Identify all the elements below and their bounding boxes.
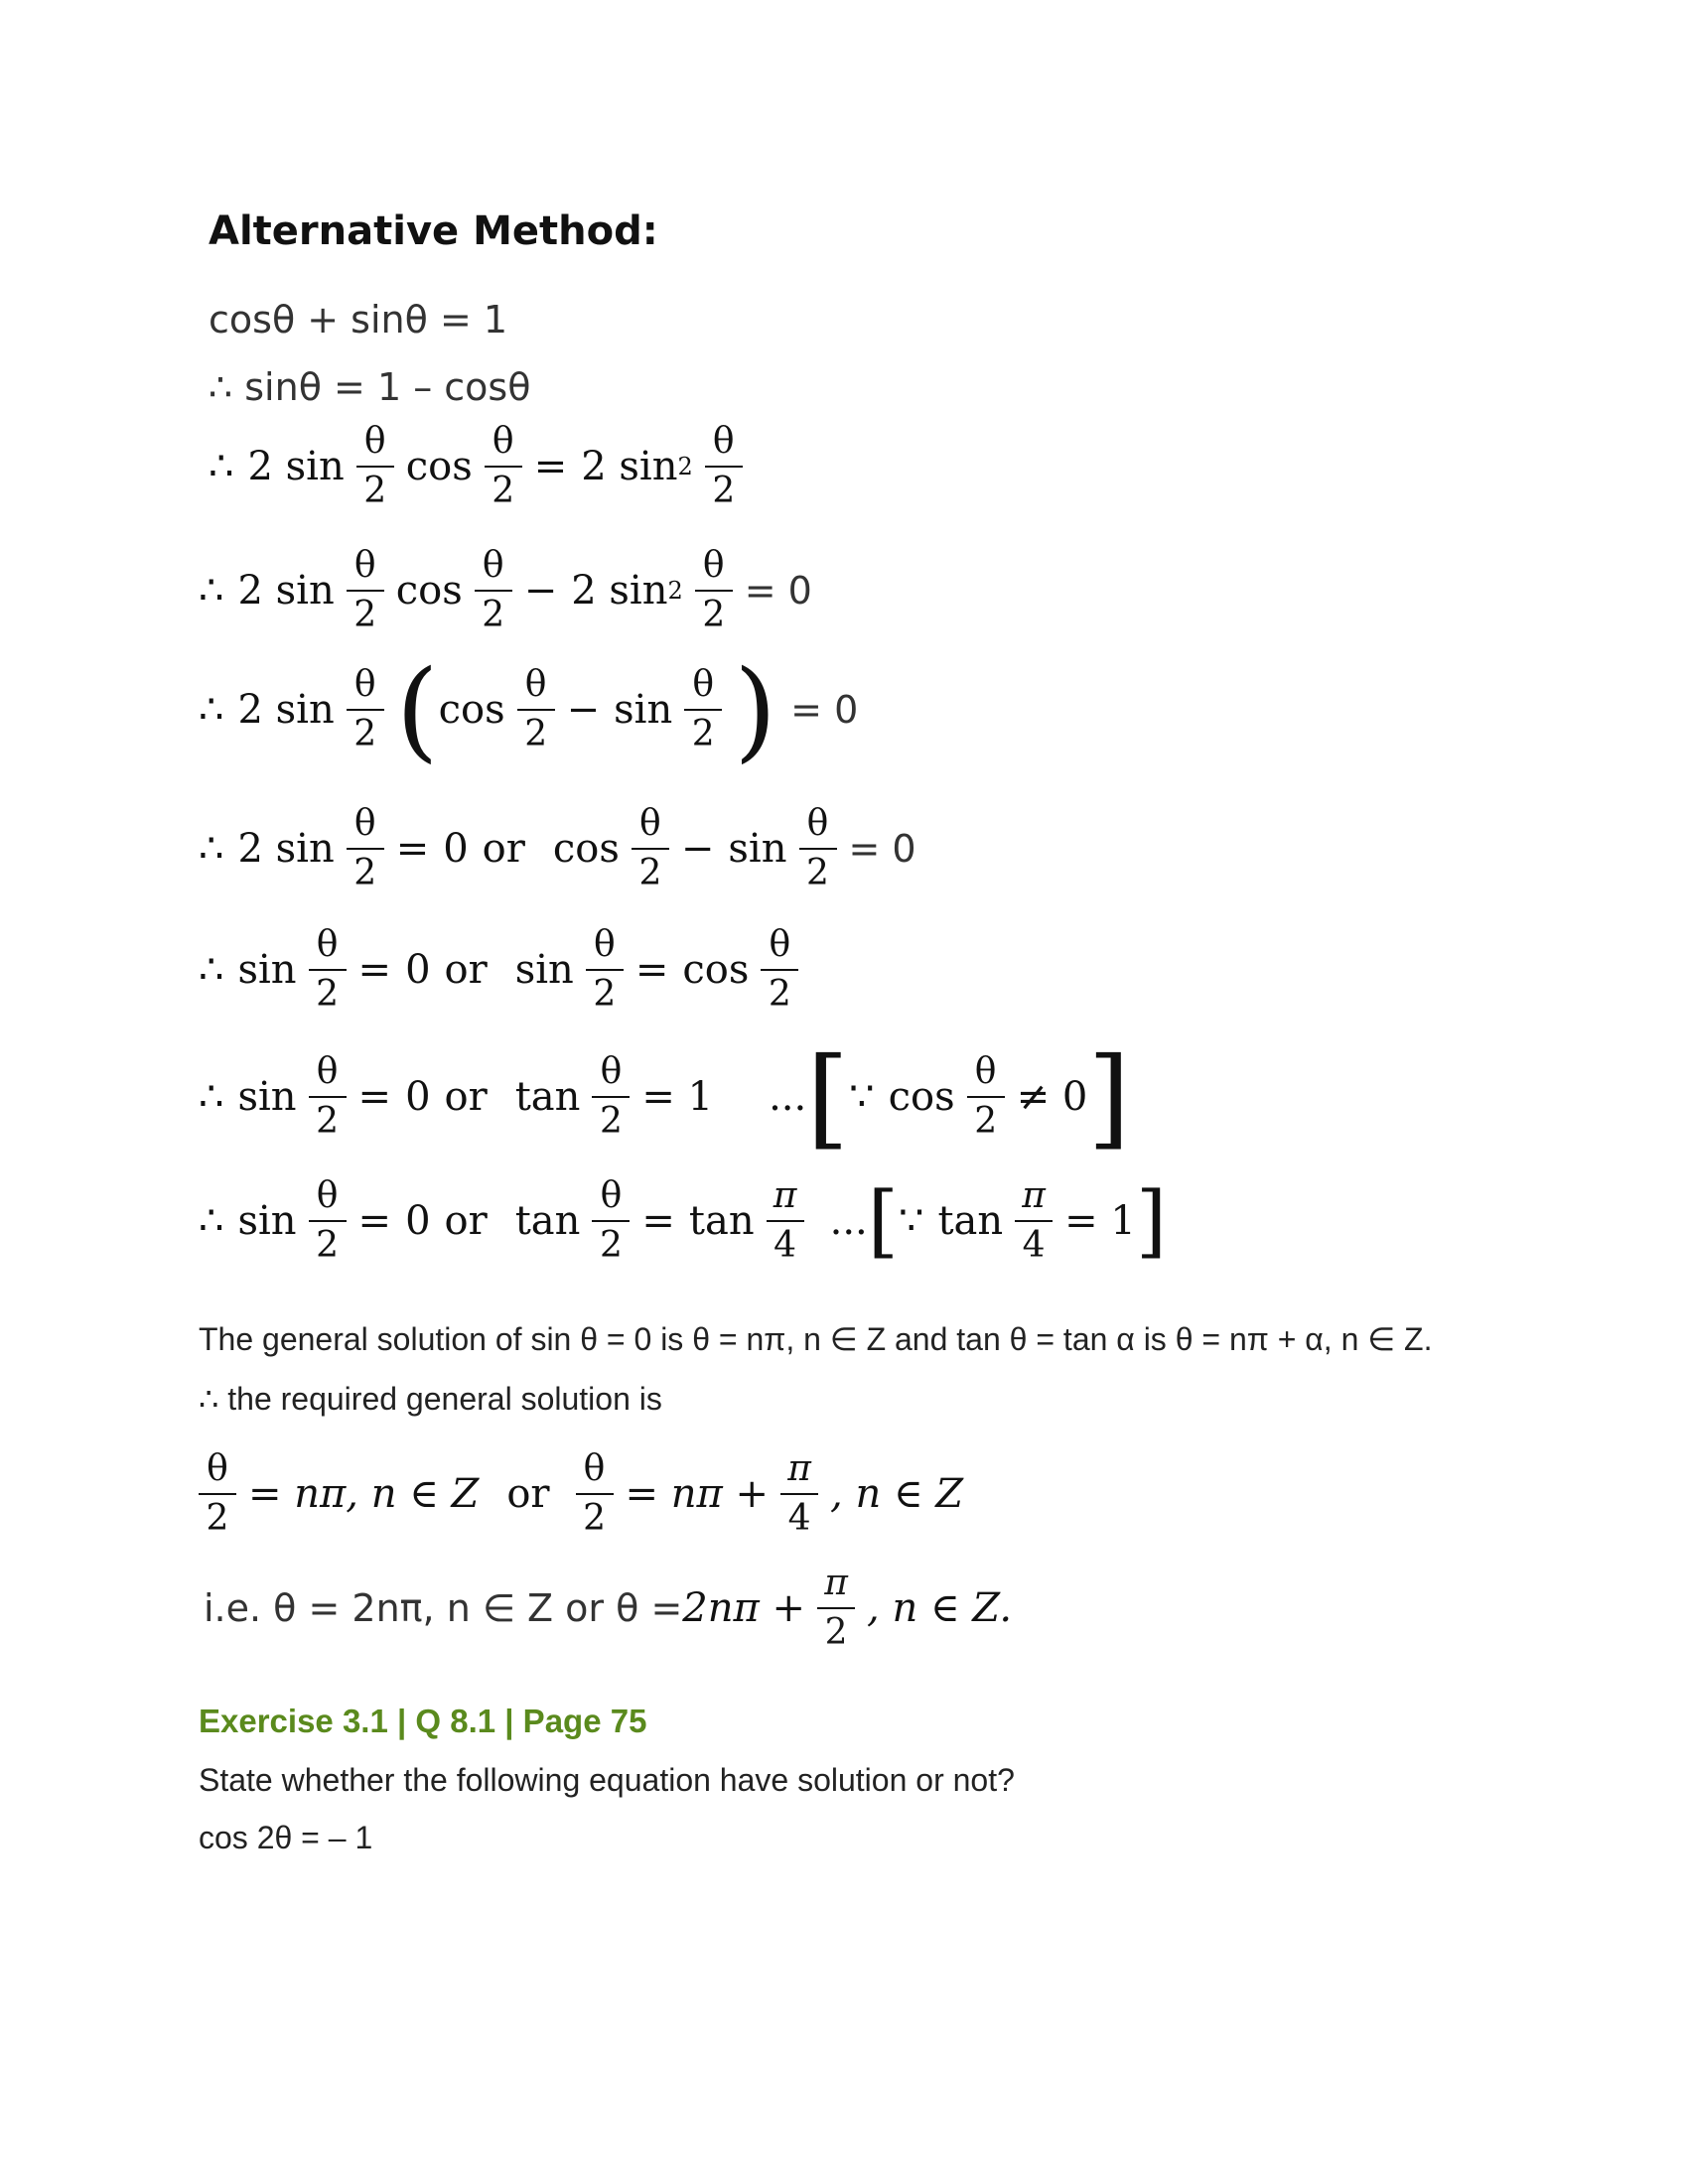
equation-line-3 xyxy=(209,422,755,510)
or-word: or xyxy=(482,825,525,872)
solution-line-2 xyxy=(204,1564,1012,1652)
term: 2 sin xyxy=(237,825,335,872)
equation-line-9 xyxy=(199,1173,1168,1267)
term: 2 sin xyxy=(247,443,345,489)
operator: − xyxy=(566,687,601,733)
equation-text: ∴ sinθ = 1 – cosθ xyxy=(209,365,531,409)
equation-line-8 xyxy=(199,1033,1131,1160)
fraction: $\frac{\theta}{2}$ xyxy=(517,665,555,753)
fraction: $\frac{\theta}{2}$ xyxy=(705,422,743,510)
term: cos xyxy=(405,443,473,489)
fraction: $\frac{\theta}{2}$ xyxy=(475,546,512,634)
operator: = xyxy=(357,1197,392,1244)
term: sin xyxy=(237,1197,297,1244)
term: tan xyxy=(514,1197,581,1244)
term: 2 sin xyxy=(237,567,335,614)
operator: = xyxy=(641,1197,675,1244)
fraction: $\frac{\theta}{2}$ xyxy=(632,804,669,892)
term: tan xyxy=(688,1197,755,1244)
equation-line-4 xyxy=(199,546,812,634)
exercise-question: State whether the following equation have solution or not? xyxy=(199,1762,1015,1798)
exponent: 2 xyxy=(667,576,683,605)
fraction: $\frac{\theta}{2}$ xyxy=(576,1449,614,1538)
fraction: $\frac{\pi}{4}$ xyxy=(767,1176,804,1265)
exponent: 2 xyxy=(677,452,693,480)
or-word: or xyxy=(506,1470,550,1517)
fraction: $\frac{\theta}{2}$ xyxy=(592,1052,630,1141)
or-word: or xyxy=(444,946,488,993)
term: 2 sin xyxy=(237,687,335,733)
ellipsis: ... xyxy=(829,1197,868,1244)
fraction: $\frac{\theta}{2}$ xyxy=(695,546,733,634)
left-paren: ( xyxy=(395,646,439,773)
right-bracket: ] xyxy=(1087,1033,1131,1160)
section-heading: Alternative Method: xyxy=(209,208,658,254)
solution-term: , n ∈ Z. xyxy=(867,1584,1013,1631)
left-bracket: [ xyxy=(867,1173,899,1267)
term: sin xyxy=(237,1074,297,1120)
equation-line-1 xyxy=(209,298,507,341)
or-word: or xyxy=(444,1197,488,1244)
fraction: $\frac{\theta}{2}$ xyxy=(356,422,394,510)
fraction: $\frac{\theta}{2}$ xyxy=(347,665,384,753)
equation-line-6 xyxy=(199,804,916,892)
operator: − xyxy=(680,825,715,872)
equation-line-7 xyxy=(199,925,810,1014)
operator: = xyxy=(357,1074,392,1120)
term: tan xyxy=(937,1197,1004,1244)
therefore-symbol: ∴ xyxy=(199,825,224,872)
exercise-label: Exercise 3.1 | Q 8.1 | Page 75 xyxy=(199,1703,647,1739)
solution-prefix: i.e. θ = 2nπ, n ∈ Z or θ = xyxy=(204,1585,683,1630)
term: sin xyxy=(514,946,574,993)
fraction: $\frac{\theta}{2}$ xyxy=(309,925,347,1014)
because-symbol: ∵ xyxy=(898,1197,924,1244)
therefore-symbol: ∴ xyxy=(199,567,224,614)
fraction: $\frac{\theta}{2}$ xyxy=(347,546,384,634)
operator: = xyxy=(357,946,392,993)
fraction: $\frac{\theta}{2}$ xyxy=(967,1052,1005,1141)
term: 2 sin xyxy=(581,443,678,489)
solution-term: 2nπ + xyxy=(682,1584,806,1631)
term: 2 sin xyxy=(571,567,668,614)
term: cos xyxy=(395,567,463,614)
fraction: $\frac{\theta}{2}$ xyxy=(684,665,722,753)
therefore-symbol: ∴ xyxy=(199,1197,224,1244)
left-bracket: [ xyxy=(806,1033,850,1160)
exercise-equation: cos 2θ = – 1 xyxy=(199,1820,373,1855)
fraction: $\frac{\theta}{2}$ xyxy=(761,925,798,1014)
solution-line-1 xyxy=(199,1449,963,1538)
equation-line-2 xyxy=(209,365,530,409)
not-equal-zero: ≠ 0 xyxy=(1016,1074,1088,1120)
value: 0 xyxy=(443,825,469,872)
fraction: $\frac{\theta}{2}$ xyxy=(586,925,624,1014)
equals-one: = 1 xyxy=(641,1074,714,1120)
equals-zero: = 0 xyxy=(848,826,916,871)
equals-zero: = 0 xyxy=(744,568,812,613)
fraction: $\frac{\theta}{2}$ xyxy=(309,1176,347,1265)
therefore-symbol: ∴ xyxy=(199,687,224,733)
ellipsis: ... xyxy=(769,1074,807,1120)
fraction: $\frac{\theta}{2}$ xyxy=(485,422,522,510)
value: 0 xyxy=(405,1197,431,1244)
value: 0 xyxy=(405,946,431,993)
equals-zero: = 0 xyxy=(790,688,859,732)
solution-term: , n ∈ Z xyxy=(830,1470,964,1517)
solution-term: = nπ, n ∈ Z xyxy=(248,1470,480,1517)
term: cos xyxy=(888,1074,955,1120)
fraction: $\frac{\pi}{4}$ xyxy=(1015,1176,1053,1265)
operator: − xyxy=(523,567,558,614)
term: tan xyxy=(514,1074,581,1120)
right-bracket: ] xyxy=(1135,1173,1168,1267)
required-solution-text: ∴ the required general solution is xyxy=(199,1381,662,1417)
term: sin xyxy=(237,946,297,993)
equation-line-5 xyxy=(199,646,859,773)
fraction: $\frac{\theta}{2}$ xyxy=(592,1176,630,1265)
operator: = xyxy=(634,946,669,993)
fraction: $\frac{\theta}{2}$ xyxy=(199,1449,236,1538)
therefore-symbol: ∴ xyxy=(209,443,234,489)
fraction: $\frac{\theta}{2}$ xyxy=(799,804,837,892)
therefore-symbol: ∴ xyxy=(199,946,224,993)
fraction: $\frac{\pi}{2}$ xyxy=(817,1564,855,1652)
because-symbol: ∵ xyxy=(849,1074,875,1120)
term: cos xyxy=(552,825,620,872)
term: cos xyxy=(682,946,750,993)
or-word: or xyxy=(444,1074,488,1120)
term: sin xyxy=(728,825,787,872)
fraction: $\frac{\theta}{2}$ xyxy=(309,1052,347,1141)
therefore-symbol: ∴ xyxy=(199,1074,224,1120)
fraction: $\frac{\theta}{2}$ xyxy=(347,804,384,892)
value: 0 xyxy=(405,1074,431,1120)
equation-text: cosθ + sinθ = 1 xyxy=(209,298,508,341)
general-solution-text: The general solution of sin θ = 0 is θ = nπ, n ∈ Z and tan θ = tan α is θ = nπ + α, n ∈ Z. xyxy=(199,1321,1433,1357)
fraction: $\frac{\pi}{4}$ xyxy=(780,1449,818,1538)
equals-one: = 1 xyxy=(1064,1197,1136,1244)
right-paren: ) xyxy=(734,646,777,773)
term: cos xyxy=(438,687,505,733)
solution-term: = nπ + xyxy=(625,1470,770,1517)
term: sin xyxy=(614,687,673,733)
operator: = xyxy=(533,443,568,489)
operator: = xyxy=(395,825,430,872)
